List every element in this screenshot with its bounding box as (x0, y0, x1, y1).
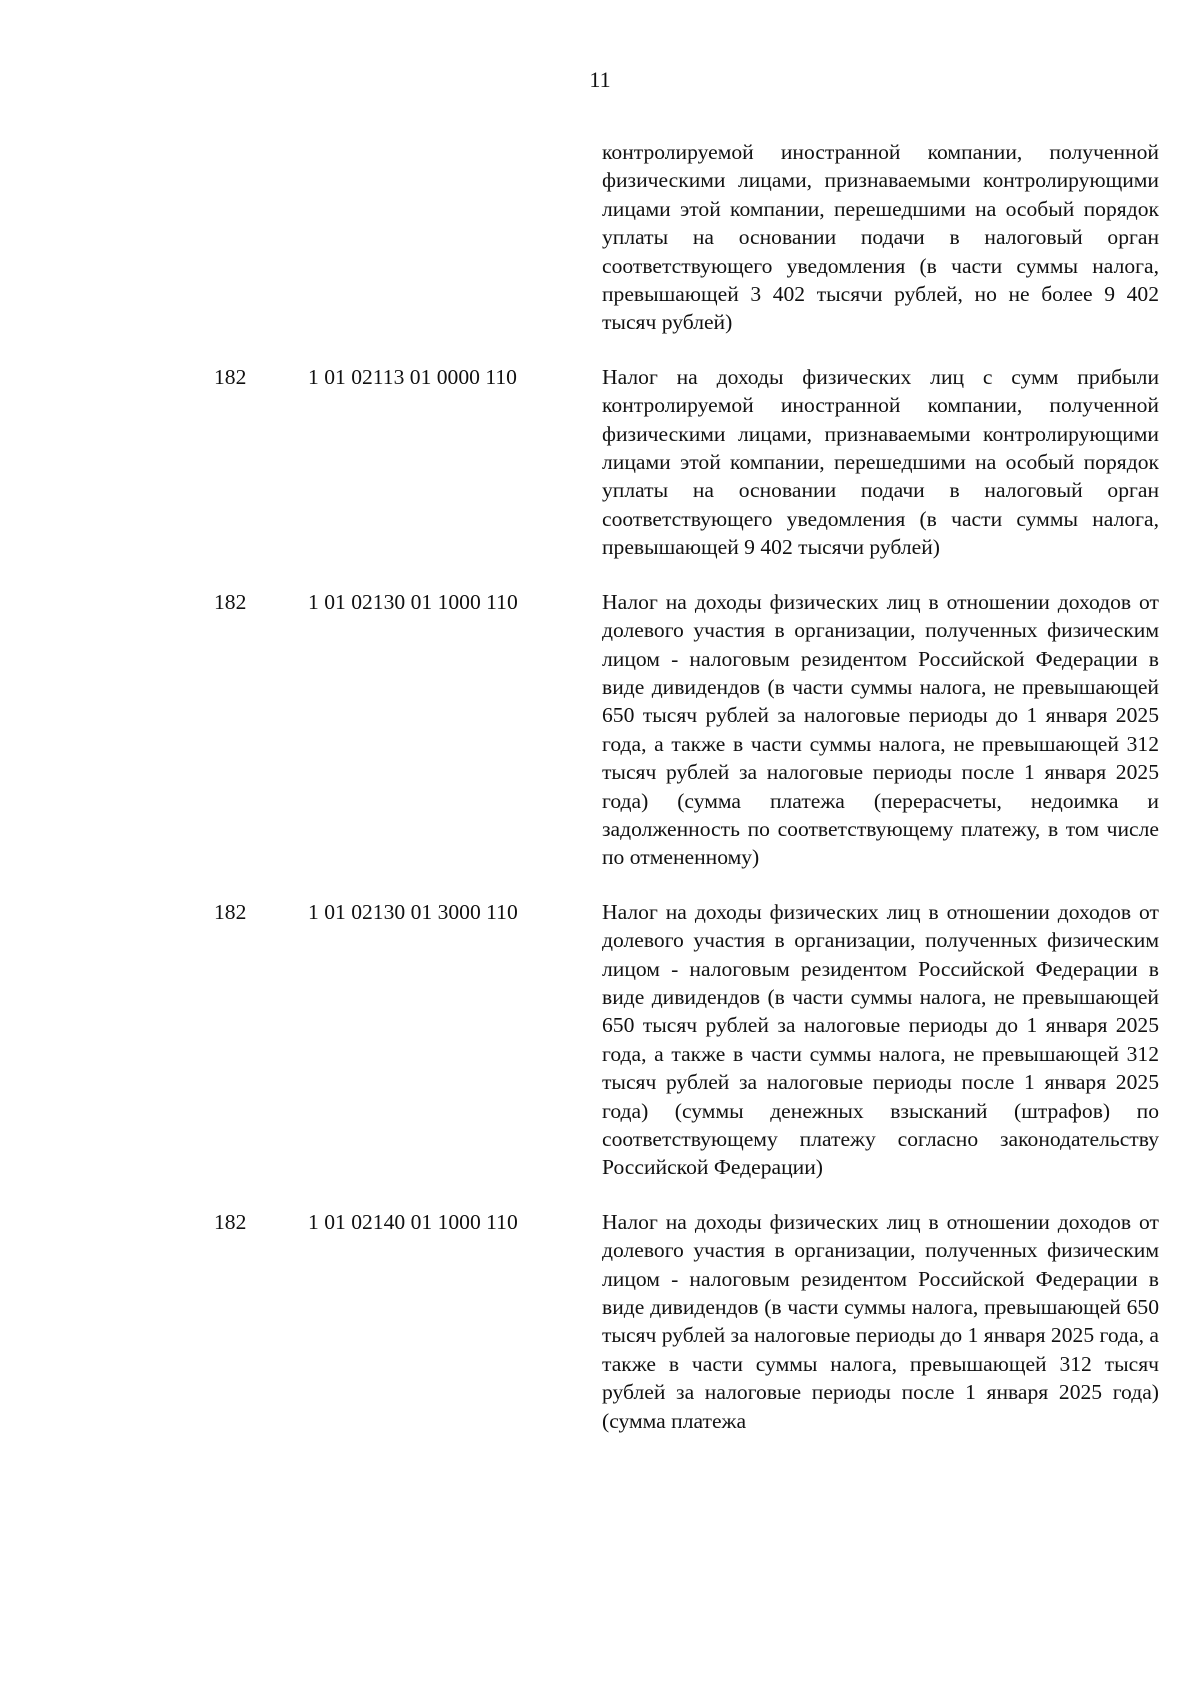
admin-code-cell: 182 (214, 899, 247, 924)
table-row (0, 363, 1200, 562)
table-row (0, 898, 1200, 1182)
table-row (0, 588, 1200, 872)
description-cell: Налог на доходы физических лиц в отношении доходов от долевого участия в организации, полученных физическим лицом - налоговым резидентом Российской Федерации в виде дивидендов (в части суммы налога, не превышающей 650 тысяч рублей за налоговые периоды до 1 января 2025 года, а также в части суммы налога, не превышающей 312 тысяч рублей за налоговые периоды после 1 января 2025 года) (сумма платежа (перерасчеты, недоимка и задолженность по соответствующему платежу, в том числе по отмененному) (602, 589, 1159, 870)
page-number: 11 (589, 67, 611, 92)
budget-code-cell: 1 01 02140 01 1000 110 (308, 1209, 518, 1234)
budget-code-cell: 1 01 02113 01 0000 110 (308, 364, 517, 389)
description-cell: Налог на доходы физических лиц с сумм прибыли контролируемой иностранной компании, полученной физическими лицами, признаваемыми контролирующими лицами этой компании, перешедшими на особый порядок уплаты на основании подачи в налоговый орган соответствующего уведомления (в части суммы налога, превышающей 9 402 тысячи рублей) (602, 364, 1159, 560)
table-row (0, 138, 1200, 337)
admin-code-cell: 182 (214, 589, 247, 614)
budget-code-table (0, 138, 1200, 1461)
budget-code-cell: 1 01 02130 01 1000 110 (308, 589, 518, 614)
table-row (0, 1208, 1200, 1435)
description-cell: Налог на доходы физических лиц в отношении доходов от долевого участия в организации, полученных физическим лицом - налоговым резидентом Российской Федерации в виде дивидендов (в части суммы налога, не превышающей 650 тысяч рублей за налоговые периоды до 1 января 2025 года, а также в части суммы налога, не превышающей 312 тысяч рублей за налоговые периоды после 1 января 2025 года) (суммы денежных взысканий (штрафов) по соответствующему платежу согласно законодательству Российской Федерации) (602, 899, 1159, 1180)
admin-code-cell: 182 (214, 1209, 247, 1234)
budget-code-cell: 1 01 02130 01 3000 110 (308, 899, 518, 924)
admin-code-cell: 182 (214, 364, 247, 389)
description-cell: контролируемой иностранной компании, полученной физическими лицами, признаваемыми контролирующими лицами этой компании, перешедшими на особый порядок уплаты на основании подачи в налоговый орган соответствующего уведомления (в части суммы налога, превышающей 3 402 тысячи рублей, но не более 9 402 тысяч рублей) (602, 140, 1159, 335)
description-cell: Налог на доходы физических лиц в отношении доходов от долевого участия в организации, полученных физическим лицом - налоговым резидентом Российской Федерации в виде дивидендов (в части суммы налога, превышающей 650 тысяч рублей за налоговые периоды до 1 января 2025 года, а также в части суммы налога, превышающей 312 тысяч рублей за налоговые периоды после 1 января 2025 года) (сумма платежа (602, 1209, 1159, 1433)
